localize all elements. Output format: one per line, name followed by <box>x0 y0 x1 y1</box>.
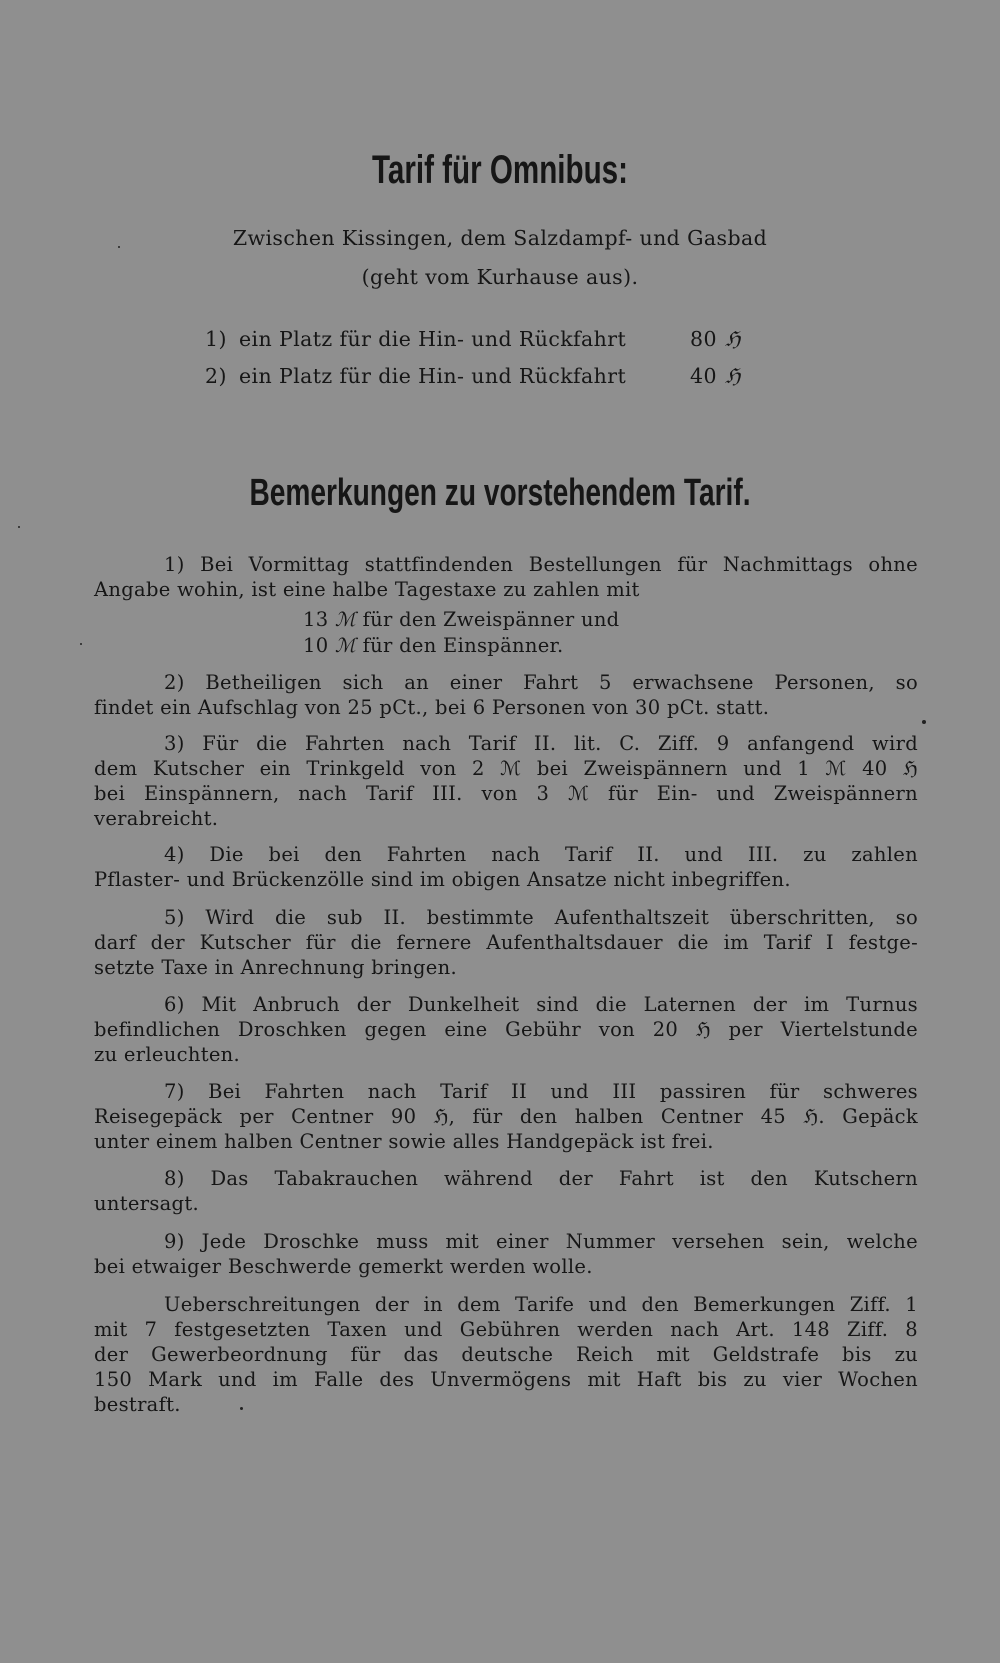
text-line: darf der Kutscher für die fernere Aufenthaltsdauer die im Tarif I festge- <box>94 931 918 954</box>
remark-4 <box>94 842 918 892</box>
text-line: bei Einspännern, nach Tarif III. von 3 ℳ für Ein- und Zweispännern <box>94 782 918 805</box>
text-line: mit 7 festgesetzten Taxen und Gebühren werden nach Art. 148 Ziff. 8 <box>94 1318 918 1341</box>
text-line: Pflaster- und Brückenzölle sind im obigen Ansatze nicht inbegriffen. <box>94 868 791 891</box>
remark-9 <box>94 1229 918 1279</box>
text-line: Ueberschreitungen der in dem Tarife und den Bemerkungen Ziff. 1 <box>164 1293 918 1316</box>
text-line: findet ein Aufschlag von 25 pCt., bei 6 Personen von 30 pCt. statt. <box>94 696 770 719</box>
text-line: 9) Jede Droschke muss mit einer Nummer versehen sein, welche <box>164 1230 918 1253</box>
tarif-item-number: 2) <box>205 364 227 388</box>
tarif-item-2 <box>205 364 741 388</box>
text-line: 150 Mark und im Falle des Unvermögens mit Haft bis zu vier Wochen <box>94 1368 918 1391</box>
intro-line-1: Zwischen Kissingen, dem Salzdampf- und Gasbad <box>232 226 768 250</box>
pfennig-symbol: ℌ <box>724 364 741 388</box>
text-line: bei etwaiger Beschwerde gemerkt werden wolle. <box>94 1255 593 1278</box>
scan-speck <box>118 246 120 248</box>
remark-5 <box>94 905 918 980</box>
text-line: 8) Das Tabakrauchen während der Fahrt ist den Kutschern <box>164 1167 918 1190</box>
remark-1-sub-2: 10 ℳ für den Einspänner. <box>303 634 564 657</box>
scan-speck <box>80 643 82 645</box>
text-line: setzte Taxe in Anrechnung bringen. <box>94 956 457 979</box>
text-line: 4) Die bei den Fahrten nach Tarif II. und III. zu zahlen <box>164 843 918 866</box>
tarif-item-price: 80 ℌ <box>690 327 741 351</box>
text-line: unter einem halben Centner sowie alles Handgepäck ist frei. <box>94 1130 714 1153</box>
text-line: zu erleuchten. <box>94 1043 241 1066</box>
closing-paragraph <box>94 1292 918 1417</box>
text-line: 3) Für die Fahrten nach Tarif II. lit. C. Ziff. 9 anfangend wird <box>164 732 918 755</box>
remark-6 <box>94 992 918 1067</box>
page-title: Tarif für Omnibus: <box>372 148 628 192</box>
text-line: der Gewerbeordnung für das deutsche Reich mit Geldstrafe bis zu <box>94 1343 918 1366</box>
text-line: 7) Bei Fahrten nach Tarif II und III passiren für schweres <box>164 1080 918 1103</box>
tarif-item-price: 40 ℌ <box>690 364 741 388</box>
remark-3 <box>94 731 918 831</box>
text-line: verabreicht. <box>94 807 219 830</box>
scan-speck <box>240 1407 243 1410</box>
tarif-item-text: ein Platz für die Hin- und Rückfahrt <box>239 327 627 351</box>
remark-1 <box>94 552 918 602</box>
remark-8 <box>94 1166 918 1216</box>
remark-1-sub-1: 13 ℳ für den Zweispänner und <box>303 608 620 631</box>
text-line: 5) Wird die sub II. bestimmte Aufenthaltszeit überschritten, so <box>164 906 918 929</box>
tarif-item-text: ein Platz für die Hin- und Rückfahrt <box>239 364 627 388</box>
text-line: 6) Mit Anbruch der Dunkelheit sind die Laternen der im Turnus <box>164 993 918 1016</box>
scan-speck <box>18 526 20 528</box>
text-line: dem Kutscher ein Trinkgeld von 2 ℳ bei Zweispännern und 1 ℳ 40 ℌ <box>94 757 918 780</box>
remark-2 <box>94 670 918 720</box>
intro-line-2: (geht vom Kurhause aus). <box>361 265 639 289</box>
text-line: untersagt. <box>94 1192 199 1215</box>
remarks-title: Bemerkungen zu vorstehendem Tarif. <box>249 472 751 514</box>
text-line: 1) Bei Vormittag stattfindenden Bestellungen für Nachmittags ohne <box>164 553 918 576</box>
text-line: 2) Betheiligen sich an einer Fahrt 5 erwachsene Personen, so <box>164 671 918 694</box>
tarif-item-number: 1) <box>205 327 227 351</box>
scan-speck <box>922 720 926 724</box>
pfennig-symbol: ℌ <box>724 327 741 351</box>
text-line: bestraft. <box>94 1393 181 1416</box>
text-line: Angabe wohin, ist eine halbe Tagestaxe zu zahlen mit <box>94 578 640 601</box>
text-line: Reisegepäck per Centner 90 ℌ, für den halben Centner 45 ℌ. Gepäck <box>94 1105 918 1128</box>
remark-7 <box>94 1079 918 1154</box>
text-line: befindlichen Droschken gegen eine Gebühr von 20 ℌ per Viertelstunde <box>94 1018 918 1041</box>
tarif-item-1 <box>205 327 741 351</box>
